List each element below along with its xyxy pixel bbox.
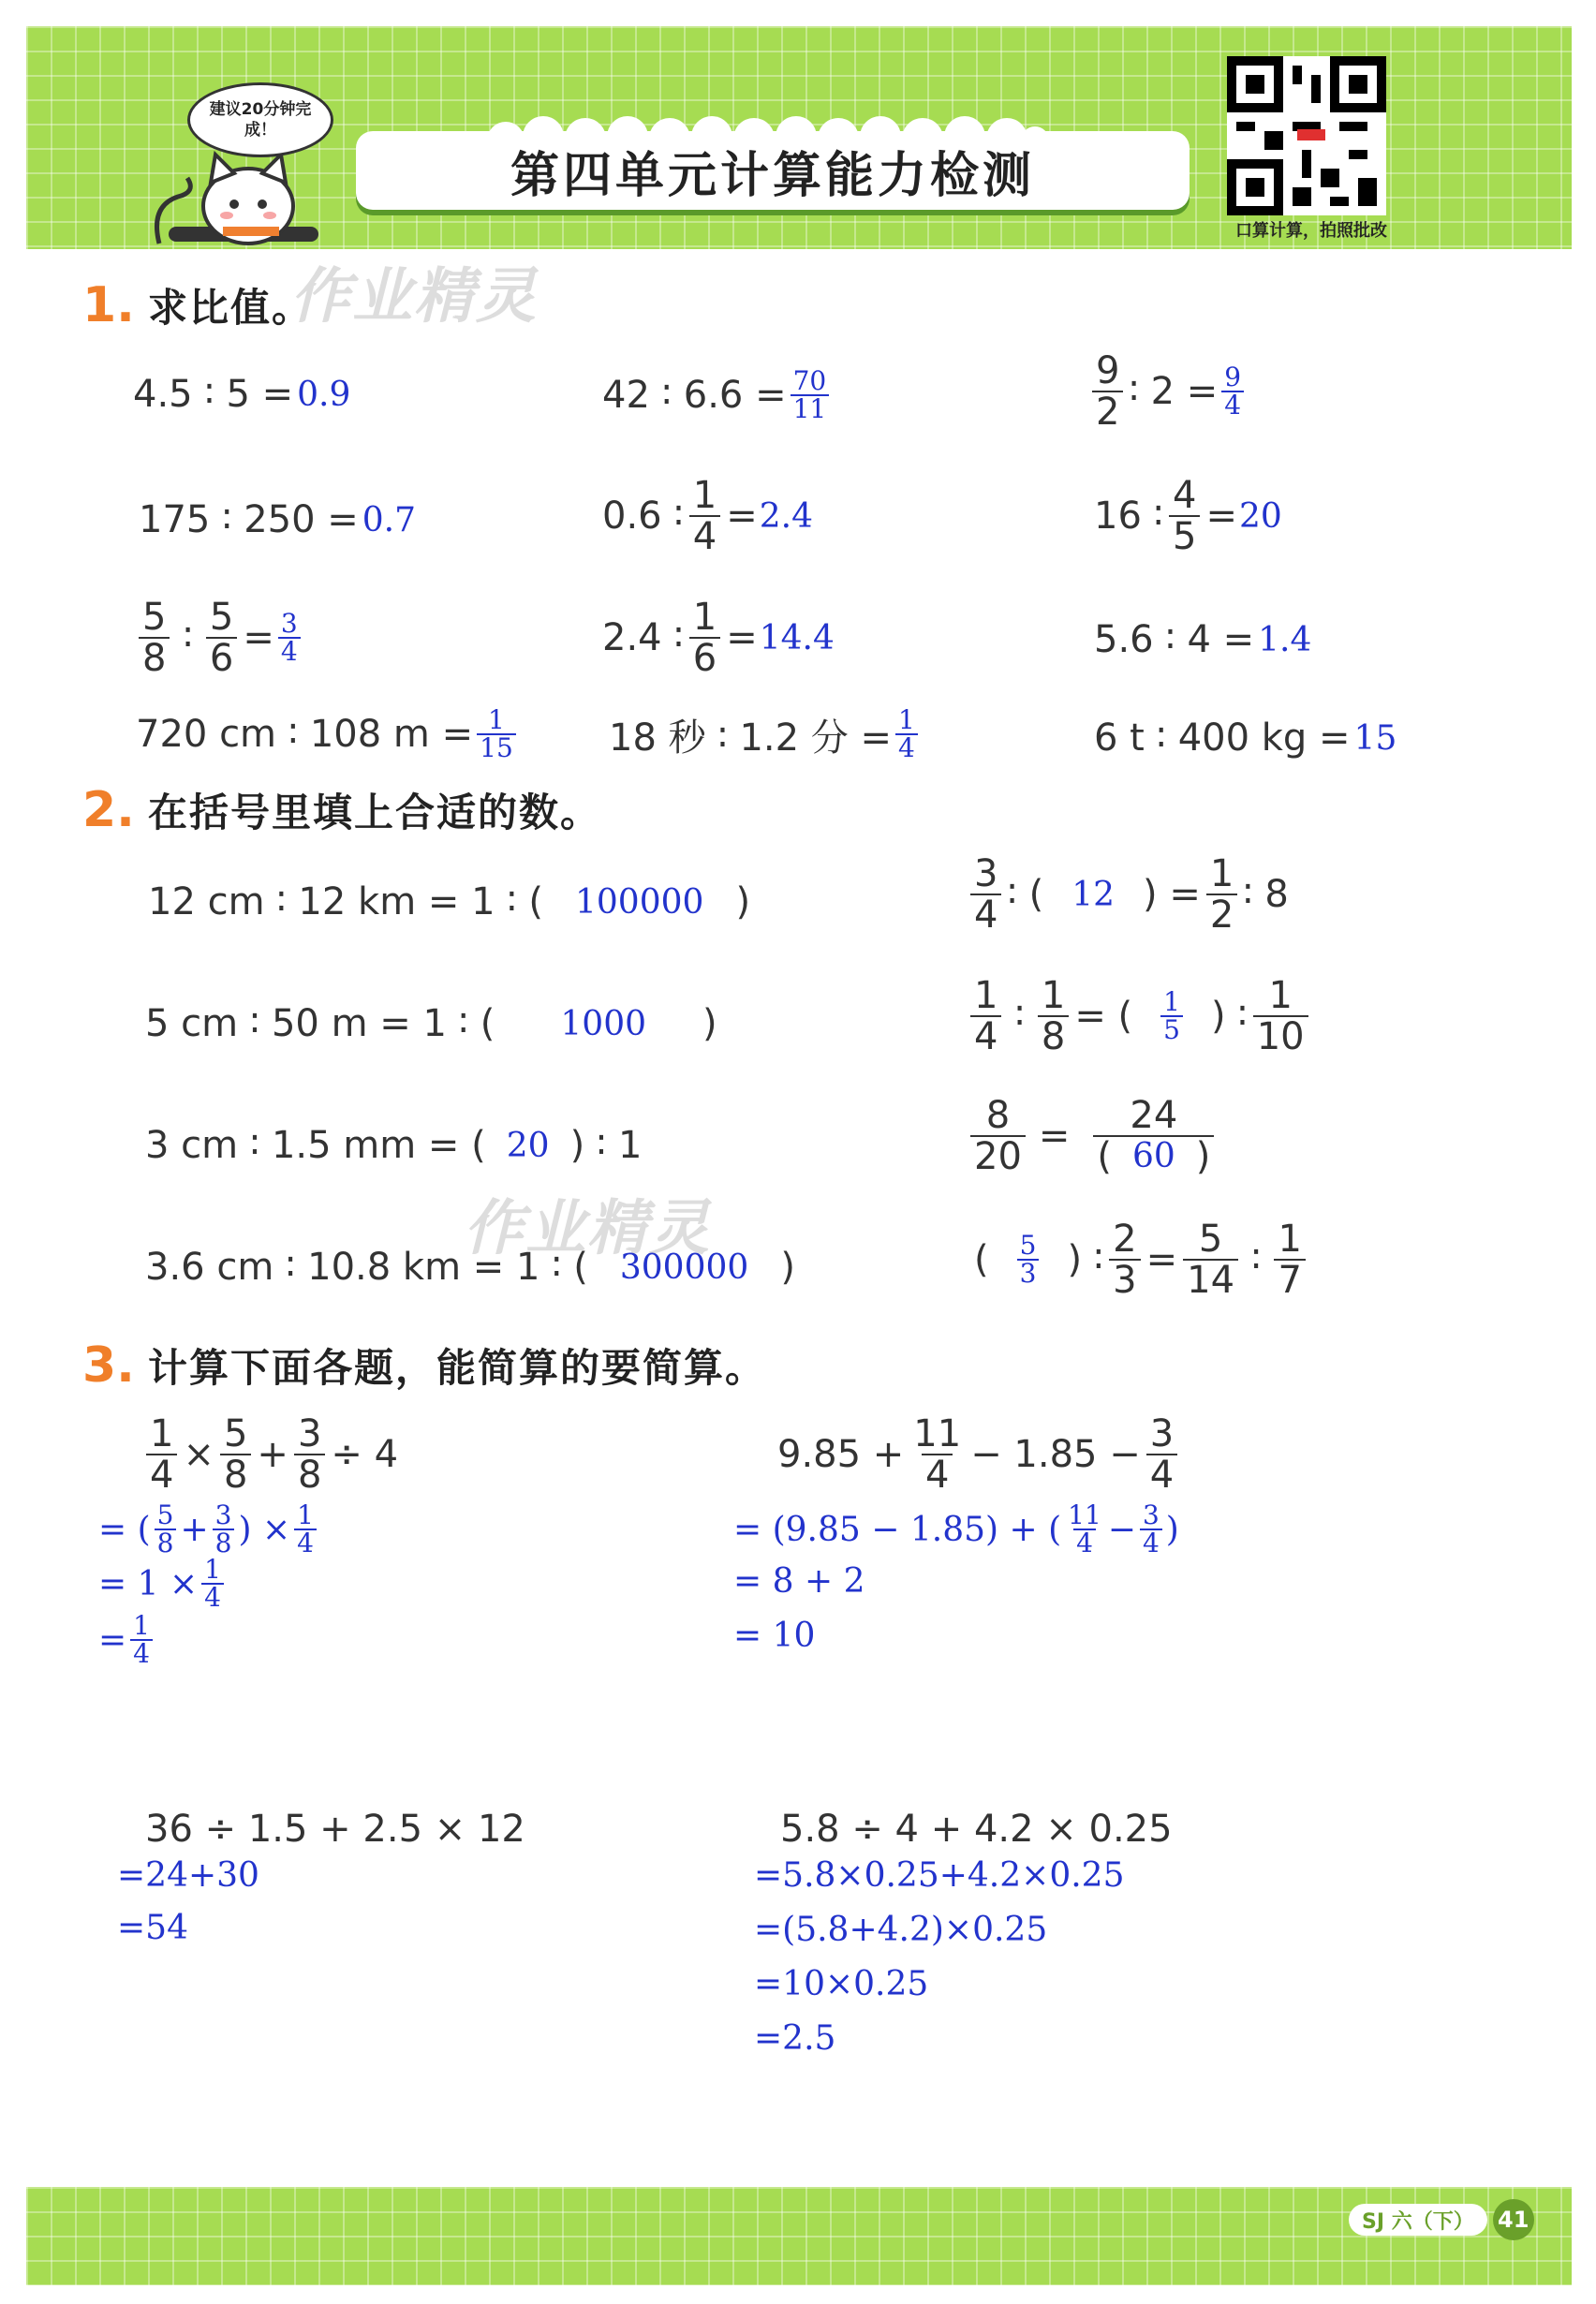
ratio-colon: ∶ (1014, 995, 1025, 1038)
operator: ÷ 4 (331, 1433, 399, 1476)
ratio-problem (136, 704, 520, 763)
answer: 60 (1131, 1137, 1175, 1176)
section-3-heading (82, 1337, 766, 1394)
ratio-problem (609, 704, 922, 763)
fraction: $\frac{1}{4}$ (970, 976, 1001, 1056)
fraction: $\frac{1}{2}$ (1206, 854, 1237, 935)
fill-blank-problem (965, 1096, 1230, 1176)
fraction: $\frac{9}{2}$ (1092, 351, 1123, 432)
problem-text: 4.5 ∶ 5 = (133, 373, 294, 416)
fraction: $\frac{1}{7}$ (1274, 1219, 1305, 1300)
section-2-heading (82, 782, 601, 838)
answer: 14.4 (759, 618, 835, 657)
work-text: − (1107, 1510, 1136, 1549)
paren-close: ) (780, 1246, 795, 1289)
fraction: $\frac{4}{5}$ (1169, 476, 1200, 556)
calc-problem: 5.8 ÷ 4 + 4.2 × 0.25 (780, 1808, 1173, 1851)
ratio-problem (1094, 618, 1311, 661)
equals-sign: = (1205, 495, 1237, 538)
ratio-problem (602, 598, 835, 678)
fraction-with-blank: 24 ( 60 ) (1083, 1096, 1224, 1176)
problem-text: 12 cm ∶ 12 km = 1 ∶ ( (148, 880, 543, 923)
section-number: 3. (82, 1337, 135, 1394)
work-step (733, 1499, 1179, 1558)
answer: 300000 (619, 1248, 749, 1287)
work-text: = (9.85 − 1.85) + ( (733, 1510, 1062, 1549)
problem-text: 175 ∶ 250 = (139, 498, 359, 541)
fraction: $\frac{1}{4}$ (689, 476, 720, 556)
work-step: =2.5 (754, 2019, 836, 2058)
ratio-problem (133, 373, 350, 416)
problem-text: 6 t ∶ 400 kg = (1094, 716, 1351, 760)
fill-blank-problem (148, 880, 750, 923)
equals-sign: = (1038, 1115, 1071, 1158)
work-step (98, 1610, 156, 1669)
ratio-problem (133, 598, 304, 678)
qr-code-icon[interactable] (1227, 56, 1386, 215)
work-step: =(5.8+4.2)×0.25 (754, 1911, 1048, 1949)
fraction: $\frac{11}{4}$ (913, 1412, 962, 1497)
fraction: $\frac{3}{4}$ (970, 854, 1001, 935)
footer-band (26, 2187, 1572, 2285)
problem-text: 5 cm ∶ 50 m = 1 ∶ ( (145, 1002, 495, 1045)
ratio-colon: ∶ (1251, 1238, 1262, 1281)
work-text: = ( (98, 1510, 151, 1549)
answer: 15 (1353, 718, 1397, 758)
problem-text: 2.4 ∶ (602, 616, 684, 659)
fraction: $\frac{8}{20}$ (970, 1096, 1026, 1176)
page-number: 41 (1493, 2199, 1534, 2240)
problem-text: ) ∶ (1211, 995, 1248, 1038)
ratio-problem (602, 365, 833, 424)
work-step: =10×0.25 (754, 1965, 929, 2003)
answer-fraction: 5 3 (1017, 1233, 1040, 1287)
problem-text: 9.85 + (777, 1433, 905, 1476)
answer-fraction: $\frac{9}{4}$ (1221, 364, 1244, 419)
equals-sign: = (726, 495, 758, 538)
equals-sign: = (726, 616, 758, 659)
work-step (98, 1499, 320, 1558)
problem-text: ) ∶ (1067, 1238, 1104, 1281)
cat-mascot-icon (140, 140, 328, 249)
fraction: $\frac{1}{6}$ (689, 598, 720, 678)
problem-text: 3 cm ∶ 1.5 mm = ( (145, 1124, 486, 1167)
paren-open: ∶ ( (1007, 873, 1044, 916)
fraction: $\frac{5}{8}$ (220, 1414, 251, 1495)
qr-caption: 口算计算，拍照批改 (1235, 221, 1387, 241)
fraction: $\frac{1}{8}$ (1038, 976, 1069, 1056)
answer-fraction: $\frac{1}{4}$ (130, 1613, 153, 1667)
fraction: $\frac{5}{6}$ (206, 598, 237, 678)
problem-text: ∶ 8 (1243, 873, 1289, 916)
answer-fraction: 1 5 (1160, 989, 1183, 1043)
work-step (98, 1554, 228, 1613)
watermark: 作业精灵 (464, 1194, 711, 1263)
paren-open: = ( (1074, 995, 1133, 1038)
answer-fraction: $\frac{1}{15}$ (477, 707, 516, 761)
fill-blank-problem (974, 1219, 1311, 1300)
fraction: $\frac{1}{10}$ (1253, 976, 1308, 1056)
ratio-problem (1094, 476, 1282, 556)
operator: + (257, 1433, 288, 1476)
problem-text: 42 ∶ 6.6 = (602, 374, 787, 417)
fraction: $\frac{3}{8}$ (294, 1414, 325, 1495)
answer: 0.9 (297, 375, 351, 414)
problem-text: ∶ 2 = (1129, 370, 1219, 413)
section-title: 计算下面各题，能简算的要简算。 (147, 1345, 766, 1391)
fraction: $\frac{1}{4}$ (146, 1414, 177, 1495)
ratio-problem (1086, 351, 1248, 432)
answer-fraction: $\frac{1}{4}$ (895, 707, 918, 761)
problem-text: 5.6 ∶ 4 = (1094, 618, 1255, 661)
calc-problem (140, 1414, 398, 1495)
answer-fraction: 5 8 (155, 1502, 177, 1557)
work-step: =54 (117, 1909, 188, 1947)
paren-open: ( (1097, 1135, 1112, 1178)
calc-problem (777, 1414, 1183, 1495)
answer: 1000 (560, 1004, 647, 1043)
answer: 0.7 (362, 500, 417, 539)
equals-sign: = (243, 616, 274, 659)
work-step: =5.8×0.25+4.2×0.25 (754, 1856, 1125, 1895)
watermark: 作业精灵 (290, 262, 538, 332)
grade-level-label: SJ 六（下） (1349, 2204, 1487, 2236)
work-text: = 1 × (98, 1564, 199, 1603)
work-step: = 10 (733, 1617, 816, 1655)
problem-text: 18 秒 ∶ 1.2 分 = (609, 716, 893, 760)
problem-text: 0.6 ∶ (602, 495, 684, 538)
section-number: 2. (82, 782, 135, 838)
page-badge (1349, 2201, 1534, 2238)
speech-bubble (187, 82, 333, 157)
answer-fraction: $\frac{70}{11}$ (791, 368, 830, 422)
section-1-heading (82, 277, 313, 333)
paren-close: ) ∶ 1 (569, 1124, 643, 1167)
problem-text: 3.6 cm ∶ 10.8 km = 1 ∶ ( (145, 1246, 588, 1289)
section-number: 1. (82, 277, 135, 333)
paren-open: ( (974, 1238, 989, 1281)
fraction: $\frac{5}{14}$ (1183, 1219, 1238, 1300)
problem-text: 720 cm ∶ 108 m = (136, 713, 474, 756)
operator: × (183, 1433, 214, 1476)
ratio-problem (602, 476, 813, 556)
work-step: = 8 + 2 (733, 1562, 865, 1601)
answer: 100000 (575, 882, 704, 922)
work-step: =24+30 (117, 1856, 259, 1895)
fraction: $\frac{5}{8}$ (139, 598, 170, 678)
ratio-colon: ∶ (183, 616, 193, 659)
answer: 20 (1239, 496, 1282, 536)
answer-fraction: $\frac{1}{4}$ (294, 1502, 317, 1557)
answer-fraction: $\frac{1}{4}$ (201, 1557, 224, 1611)
fill-blank-problem (145, 1002, 717, 1045)
answer-fraction: $\frac{3}{8}$ (213, 1502, 235, 1557)
paren-close: ) (702, 1002, 717, 1045)
paren-close: ) (1195, 1135, 1211, 1178)
problem-text: − 1.85 − (970, 1433, 1141, 1476)
answer-fraction: $\frac{3}{4}$ (278, 611, 301, 665)
fraction: $\frac{3}{4}$ (1146, 1414, 1177, 1495)
ratio-problem (139, 498, 416, 541)
answer-fraction: $\frac{3}{4}$ (1140, 1502, 1162, 1557)
paren-close: ) (735, 880, 751, 923)
answer: 12 (1071, 875, 1115, 914)
page-title-banner (356, 131, 1190, 210)
fill-blank-problem (965, 854, 1289, 935)
work-text: + (180, 1510, 209, 1549)
section-title: 求比值。 (147, 285, 313, 331)
section-title: 在括号里填上合适的数。 (147, 790, 601, 835)
answer: 1.4 (1258, 620, 1312, 659)
problem-text: 16 ∶ (1094, 495, 1164, 538)
ratio-problem (1094, 716, 1396, 760)
problem-text: ) = (1143, 873, 1201, 916)
bubble-text: 建议20分钟完成！ (209, 100, 312, 140)
fill-blank-problem (145, 1124, 643, 1167)
work-text: = (98, 1620, 127, 1660)
answer: 2.4 (759, 496, 813, 536)
calc-problem: 36 ÷ 1.5 + 2.5 × 12 (145, 1808, 525, 1851)
fill-blank-problem (145, 1246, 795, 1289)
answer-fraction: 11 4 (1068, 1499, 1101, 1558)
fraction: $\frac{2}{3}$ (1109, 1219, 1140, 1300)
equals-sign: = (1145, 1238, 1178, 1281)
fill-blank-problem (965, 976, 1314, 1056)
work-text: ) × (238, 1510, 291, 1549)
page-title: 第四单元计算能力检测 (510, 147, 1035, 204)
answer: 20 (506, 1126, 550, 1165)
work-text: ) (1165, 1510, 1179, 1549)
